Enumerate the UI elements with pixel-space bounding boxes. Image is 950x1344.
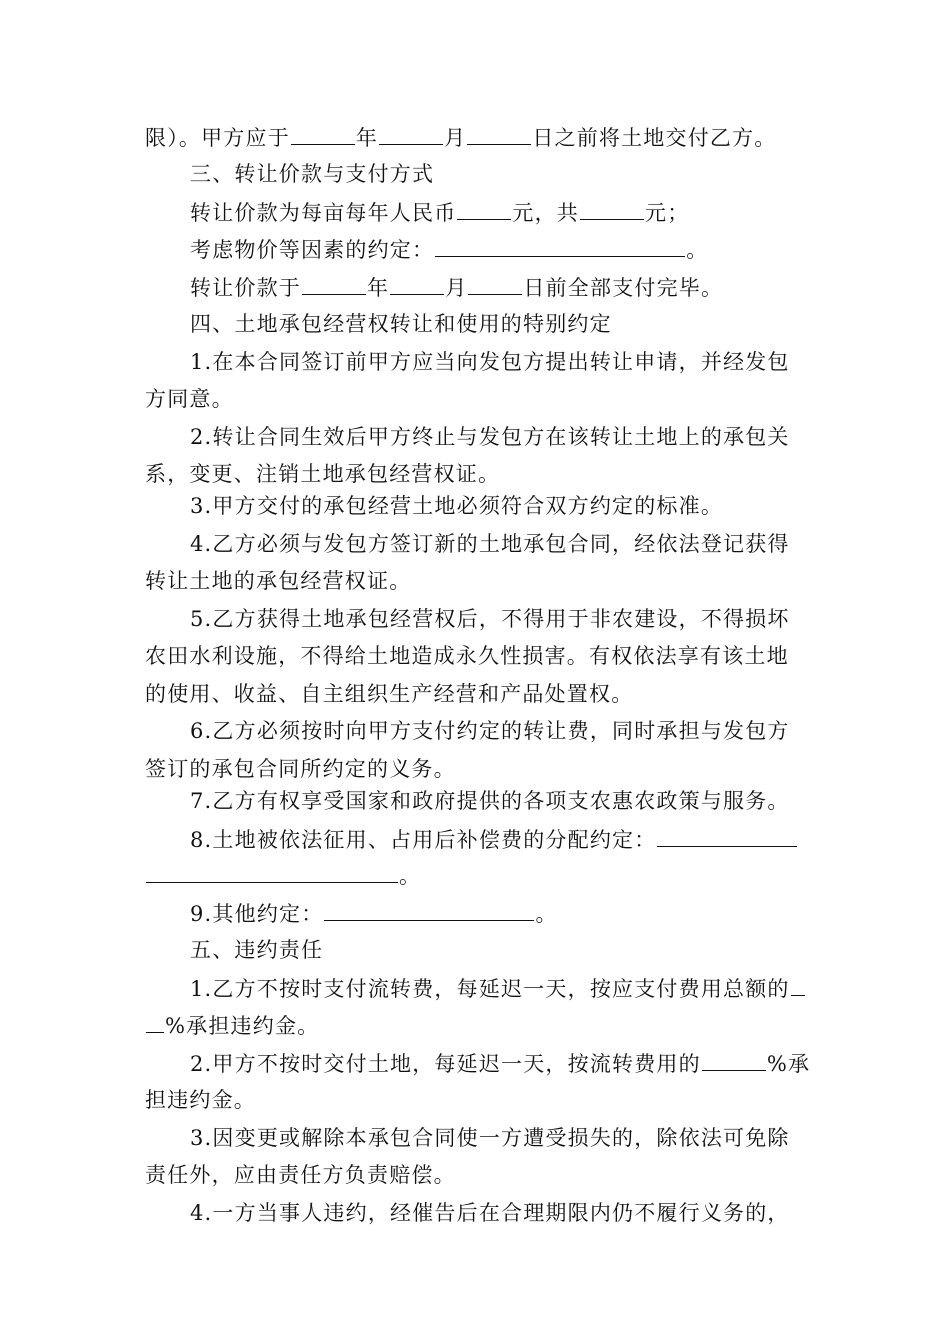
blank-field [468, 274, 522, 295]
clause-line: 签订的承包合同所约定的义务。 [145, 757, 456, 781]
blank-field [390, 274, 444, 295]
clause-line: 2.转让合同生效后甲方终止与发包方在该转让土地上的承包关 [190, 425, 790, 449]
blank-field [457, 199, 511, 220]
blank-field [146, 862, 398, 883]
clause-line: 4.一方当事人违约，经催告后在合理期限内仍不履行义务的， [190, 1201, 790, 1225]
clause-line: 1.乙方不按时支付流转费，每延迟一天，按应支付费用总额的 [0, 975, 950, 1002]
clause-line: 6.乙方必须按时向甲方支付约定的转让费，同时承担与发包方 [190, 719, 790, 743]
blank-field [580, 199, 644, 220]
clause-line: 7.乙方有权享受国家和政府提供的各项支农惠农政策与服务。 [190, 789, 790, 813]
section-heading: 三、转让价款与支付方式 [190, 162, 435, 186]
section-heading: 四、土地承包经营权转让和使用的特别约定 [190, 312, 612, 336]
text-line: 转让价款于 年 月 日前全部支付完毕。 [190, 276, 724, 300]
clause-line: 的使用、收益、自主组织生产经营和产品处置权。 [145, 682, 634, 706]
blank-field [702, 1050, 766, 1071]
blank-field [324, 900, 534, 921]
text-line: 限）。甲方应于 年 月 日之前将土地交付乙方。 [145, 126, 777, 150]
text-line: 转让价款为每亩每年人民币 元，共 元； [190, 201, 690, 225]
blank-field [146, 1012, 164, 1033]
clause-line: 农田水利设施，不得给土地造成永久性损害。有权依法享有该土地 [145, 644, 789, 668]
clause-line: 5.乙方获得土地承包经营权后，不得用于非农建设，不得损坏 [190, 607, 790, 631]
blank-field [657, 826, 797, 847]
clause-line: 4.乙方必须与发包方签订新的土地承包合同，经依法登记获得 [190, 532, 790, 556]
clause-line: 8.土地被依法征用、占用后补偿费的分配约定： [0, 826, 950, 853]
blank-field [435, 236, 685, 257]
clause-line: 3.甲方交付的承包经营土地必须符合双方约定的标准。 [190, 494, 724, 518]
clause-line: 3.因变更或解除本承包合同使一方遭受损失的，除依法可免除 [190, 1126, 790, 1150]
blank-field [302, 274, 366, 295]
clause-line: 9.其他约定： 。 [190, 902, 558, 926]
blank-field [291, 124, 355, 145]
clause-line: 方同意。 [145, 387, 234, 411]
clause-line: 2.甲方不按时交付土地，每延迟一天，按流转费用的 %承 [190, 1052, 811, 1076]
clause-line: 1.在本合同签订前甲方应当向发包方提出转让申请，并经发包 [190, 350, 790, 374]
clause-line: 。 [0, 862, 950, 889]
clause-line: 担违约金。 [145, 1088, 256, 1112]
clause-line: 责任外，应由责任方负责赔偿。 [145, 1163, 456, 1187]
text-line: 考虑物价等因素的约定： 。 [190, 238, 709, 262]
clause-line: %承担违约金。 [0, 1012, 950, 1039]
clause-line: 转让土地的承包经营权证。 [145, 569, 412, 593]
blank-field [791, 975, 805, 996]
clause-line: 系，变更、注销土地承包经营权证。 [145, 462, 501, 486]
blank-field [379, 124, 443, 145]
blank-field [467, 124, 531, 145]
section-heading: 五、违约责任 [190, 938, 324, 962]
